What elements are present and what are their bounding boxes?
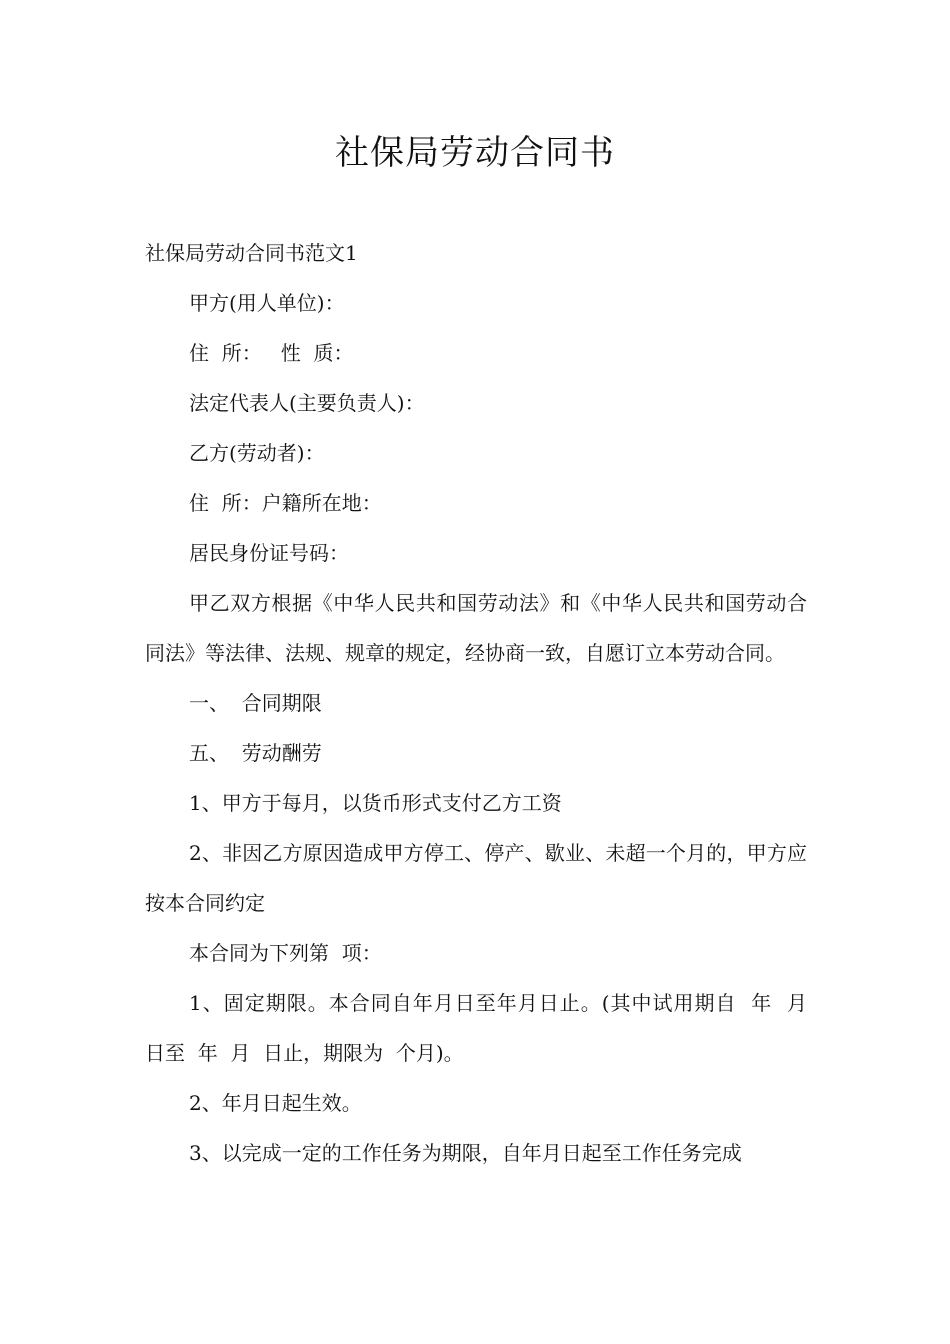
document-subtitle: 社保局劳动合同书范文1: [145, 241, 358, 265]
paragraph: 2、年月日起生效。: [189, 1091, 362, 1115]
document-body: [145, 228, 820, 1178]
paragraph: 住 所：户籍所在地：: [189, 491, 382, 515]
paragraph: 1、甲方于每月，以货币形式支付乙方工资: [189, 791, 562, 815]
paragraph: 3、以完成一定的工作任务为期限，自年月日起至工作任务完成: [189, 1141, 742, 1165]
paragraph: 法定代表人(主要负责人)：: [189, 391, 425, 415]
paragraph: 居民身份证号码：: [189, 541, 349, 565]
section-heading: 一、 合同期限: [189, 691, 322, 715]
paragraph: 甲乙双方根据《中华人民共和国劳动法》和《中华人民共和国劳动合同法》等法律、法规、规章的规定，经协商一致，自愿订立本劳动合同。: [145, 591, 807, 665]
paragraph: 乙方(劳动者)：: [189, 441, 325, 465]
paragraph: 2、非因乙方原因造成甲方停工、停产、歇业、未超一个月的，甲方应按本合同约定: [145, 841, 807, 915]
document-title: 社保局劳动合同书: [335, 133, 615, 173]
section-heading: 五、 劳动酬劳: [189, 741, 322, 765]
paragraph: 本合同为下列第 项：: [189, 941, 382, 965]
paragraph: 甲方(用人单位)：: [189, 291, 345, 315]
paragraph: 1、固定期限。本合同自年月日至年月日止。(其中试用期自 年 月 日至 年 月 日止，期限为 个月)。: [145, 991, 820, 1065]
paragraph: 住 所： 性 质：: [189, 341, 354, 365]
